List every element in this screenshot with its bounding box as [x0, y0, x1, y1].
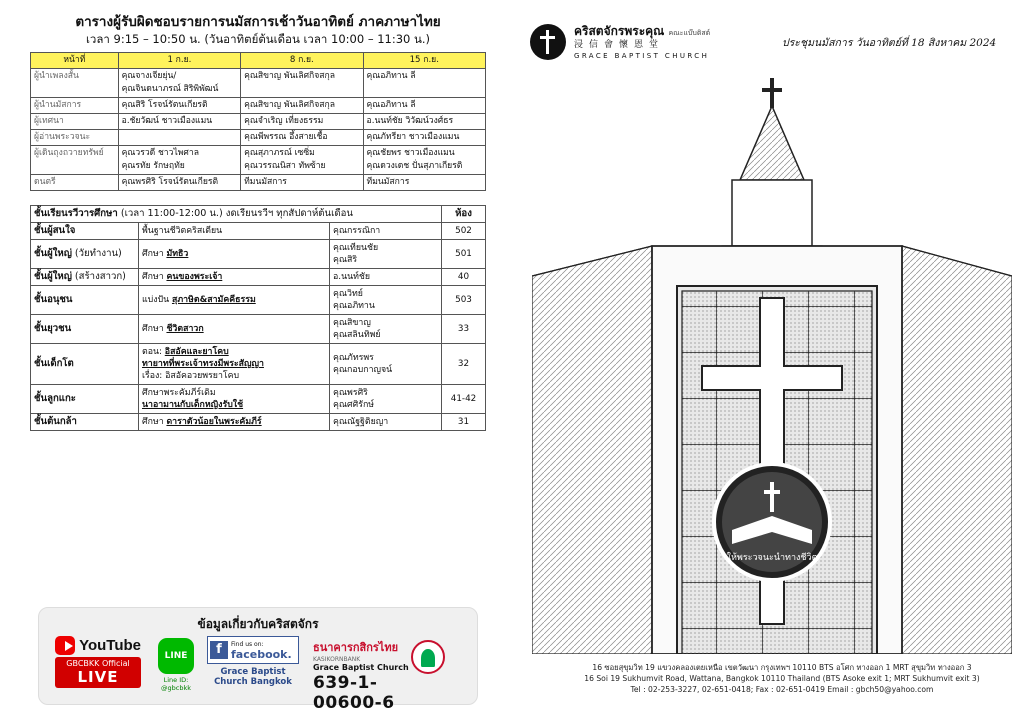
class-topic-bold: อิสอัคและยาโคบ ทายาทที่พระเจ้าทรงมีพระสัญญา	[142, 347, 264, 369]
facebook-block[interactable]	[207, 636, 299, 687]
class-room: 40	[442, 269, 486, 286]
church-address	[542, 662, 1022, 695]
class-name	[31, 269, 139, 286]
bank-account-number: 639-1-00600-6	[313, 673, 395, 713]
class-topic	[139, 344, 330, 385]
class-topic-prefix: ตอน:	[142, 347, 165, 357]
class-name-text: ชั้นเด็กโต	[34, 358, 74, 369]
class-teacher: คุณวิทย์ คุณอภิทาน	[330, 286, 442, 315]
church-info-box	[38, 607, 478, 713]
facebook-card	[207, 636, 299, 664]
duty-cell-date-1: คุณพรศิริ โรจน์รัตนเกียรติ	[118, 175, 240, 191]
class-name-extra: (วัยทำงาน)	[71, 248, 122, 259]
class-teacher: คุณภัทรพร คุณกอบกาญจน์	[330, 344, 442, 385]
kbank-logo-icon	[411, 640, 445, 674]
class-room: 32	[442, 344, 486, 385]
duty-cell-date-3: คุณอภิทาน ลี	[363, 69, 485, 98]
class-teacher: อ.นนท์ชัย	[330, 269, 442, 286]
class-room: 31	[442, 414, 486, 431]
class-topic	[139, 414, 330, 431]
class-room: 501	[442, 240, 486, 269]
class-row	[31, 269, 486, 286]
steeple	[740, 106, 804, 180]
left-page	[30, 14, 486, 431]
youtube-block[interactable]	[55, 636, 141, 688]
class-topic	[139, 240, 330, 269]
schedule-subtitle: เวลา 9:15 – 10:50 น. (วันอาทิตย์ต้นเดือน เวลา 10:00 – 11:30 น.)	[85, 32, 431, 46]
class-header-room: ห้อง	[442, 206, 486, 223]
line-block[interactable]	[156, 638, 196, 692]
class-topic-line2: นาอามานกับเด็กหญิงรับใช้	[142, 400, 244, 410]
class-name	[31, 385, 139, 414]
class-teacher: คุณเทียนชัย คุณสิริ	[330, 240, 442, 269]
youtube-live: LIVE	[77, 668, 119, 686]
duty-cell-date-1: อ.ชัยวัฒน์ ชาวเมืองแมน	[118, 114, 240, 130]
class-topic-prefix: ศึกษา	[142, 417, 167, 427]
class-topic-prefix: ศึกษา	[142, 324, 167, 334]
duty-cell-date-3: คุณภัทรียา ชาวเมืองแมน	[363, 130, 485, 146]
duty-cell-date-1: คุณสิริ โรจน์รัตนเกียรติ	[118, 98, 240, 114]
church-name-th: คริสตจักรพระคุณ	[574, 24, 665, 38]
service-date: ประชุมนมัสการ วันอาทิตย์ที่ 18 สิงหาคม 2024	[782, 37, 997, 49]
facebook-icon: f	[210, 641, 228, 659]
duty-cell-role: ดนตรี	[31, 175, 119, 191]
class-topic	[139, 269, 330, 286]
class-topic-bold: คนของพระเจ้า	[166, 272, 223, 282]
youtube-wordmark: YouTube	[79, 637, 141, 654]
duty-cell-date-2: คุณจำเริญ เที่ยงธรรม	[241, 114, 363, 130]
class-teacher: คุณกรรณิกา	[330, 223, 442, 240]
class-row	[31, 223, 486, 240]
class-topic-prefix: ศึกษา	[142, 272, 167, 282]
duty-cell-date-2: คุณสิขาญ พันเลิศกิจสกุล	[241, 69, 363, 98]
address-th: 16 ซอยสุขุมวิท 19 แขวงคลองเตยเหนือ เขตวัฒนา กรุงเทพฯ 10110 BTS อโศก ทางออก 1 MRT สุขุมวิท ทางออก 3	[592, 663, 972, 672]
duty-table	[30, 52, 486, 191]
church-building-illustration	[532, 76, 1012, 654]
class-topic	[139, 286, 330, 315]
line-icon: LINE	[158, 638, 194, 674]
class-name-extra: (สร้างสาวก)	[71, 271, 126, 282]
class-name	[31, 240, 139, 269]
duty-cell-date-1: คุณวรวดี ชาวไพศาล คุณรทัย รักษฤทัย	[118, 146, 240, 175]
class-name	[31, 223, 139, 240]
church-name-en: GRACE BAPTIST CHURCH	[574, 52, 710, 60]
header-date-2: 8 ก.ย.	[241, 53, 363, 69]
tower	[732, 180, 812, 246]
class-room: 41-42	[442, 385, 486, 414]
class-topic-bold: สุภาษิต&สามัคคีธรรม	[171, 295, 256, 305]
class-header-name: ชั้นเรียนรวีวารศึกษา	[34, 208, 118, 219]
steeple-cross	[762, 78, 782, 108]
duty-row	[31, 175, 486, 191]
class-table-header	[31, 206, 486, 223]
duty-cell-role: ผู้อ่านพระวจนะ	[31, 130, 119, 146]
church-name	[574, 24, 710, 40]
class-name-text: ชั้นผู้ใหญ่	[34, 271, 72, 282]
youtube-channel: GBCBKK Official	[66, 659, 130, 668]
duty-cell-date-3: ทีมนมัสการ	[363, 175, 485, 191]
class-topic-bold: ดาราตัวน้อยในพระคัมภีร์	[166, 417, 262, 427]
class-topic-prefix: แบ่งปัน	[142, 295, 172, 305]
duty-cell-role: ผู้เดินถุงถวายทรัพย์	[31, 146, 119, 175]
class-topic	[139, 315, 330, 344]
class-name-text: ชั้นอนุชน	[34, 294, 73, 305]
right-wall	[902, 246, 1012, 654]
class-table	[30, 205, 486, 431]
duty-table-header	[31, 53, 486, 69]
class-name	[31, 315, 139, 344]
duty-cell-date-3: คุณอภิทาน ลี	[363, 98, 485, 114]
class-row	[31, 315, 486, 344]
class-row	[31, 414, 486, 431]
class-header	[31, 206, 442, 223]
church-name-tag: คณะแบ๊บติสต์	[668, 29, 711, 37]
info-title: ข้อมูลเกี่ยวกับคริสตจักร	[197, 617, 319, 631]
duty-cell-role: ผู้นำเพลงสั้น	[31, 69, 119, 98]
class-topic	[139, 223, 330, 240]
header-date-3: 15 ก.ย.	[363, 53, 485, 69]
duty-cell-date-2: ทีมนมัสการ	[241, 175, 363, 191]
church-name-cn: 浸信會懷恩堂	[574, 40, 665, 50]
class-name-text: ชั้นผู้ใหญ่	[34, 248, 72, 259]
duty-cell-date-2: คุณพีพรรณ อึ้งสายเชื้อ	[241, 130, 363, 146]
church-badge	[714, 464, 830, 580]
class-topic-text: พื้นฐานชีวิตคริสเตียน	[142, 226, 223, 236]
duty-cell-date-3: คุณชัยพร ชาวเมืองแมน คุณดวงเดช ปั่นสุภาเกียรติ	[363, 146, 485, 175]
class-topic-line2: เรื่อง: อิสอัคอวยพรยาโคบ	[142, 371, 240, 381]
facebook-find-us: Find us on:	[231, 641, 264, 648]
duty-row	[31, 146, 486, 175]
duty-row	[31, 130, 486, 146]
address-en: 16 Soi 19 Sukhumvit Road, Wattana, Bangkok 10110 Thailand (BTS Asoke exit 1; MRT Sukhumvit exit 3)	[584, 674, 980, 683]
class-topic-prefix: ศึกษา	[142, 249, 167, 259]
class-name-text: ชั้นลูกแกะ	[34, 393, 76, 404]
line-id: Line ID: @gbcbkk	[161, 676, 191, 692]
class-row	[31, 240, 486, 269]
header-date-1: 1 ก.ย.	[118, 53, 240, 69]
bank-name-en: KASIKORNBANK	[313, 656, 361, 663]
duty-cell-role: ผู้นำนมัสการ	[31, 98, 119, 114]
class-name	[31, 286, 139, 315]
facebook-wordmark: facebook.	[231, 648, 292, 661]
class-topic-bold: ชีวิตสาวก	[166, 324, 204, 334]
class-teacher: คุณณัฐฐิติยญา	[330, 414, 442, 431]
church-badge-text: ให้พระวจนะนำทางชีวิต	[726, 553, 818, 563]
duty-cell-date-2: คุณสุภาภรณ์ เซซิ่ม คุณวรรณนิสา ทัพซ้าย	[241, 146, 363, 175]
youtube-logo	[55, 636, 141, 655]
church-cross-logo-icon	[530, 24, 566, 60]
class-teacher: คุณสิขาญ คุณสลินทิพย์	[330, 315, 442, 344]
right-page	[512, 0, 1024, 725]
left-wall	[532, 246, 652, 654]
class-row	[31, 286, 486, 315]
class-room: 33	[442, 315, 486, 344]
class-name-text: ชั้นต้นกล้า	[34, 416, 77, 427]
class-row	[31, 344, 486, 385]
class-name-text: ชั้นยุวชน	[34, 323, 72, 334]
class-name	[31, 414, 139, 431]
class-room: 503	[442, 286, 486, 315]
youtube-play-icon	[55, 636, 75, 655]
duty-cell-date-1: คุณจางเจียยุ่น/ คุณจินดนาภรณ์ สิริพิพัฒน์	[118, 69, 240, 98]
class-teacher: คุณพรศิริ คุณศศิรักษ์	[330, 385, 442, 414]
contact-info: Tel : 02-253-3227, 02-651-0418; Fax : 02-651-0419 Email : gbch50@yahoo.com	[630, 685, 934, 694]
facebook-page-name: Grace Baptist Church Bangkok	[214, 667, 292, 687]
class-name	[31, 344, 139, 385]
header-role: หน้าที่	[31, 53, 119, 69]
duty-row	[31, 69, 486, 98]
duty-cell-date-1	[118, 130, 240, 146]
class-header-note: (เวลา 11:00-12:00 น.) งดเรียนรวีฯ ทุกสัปดาห์ต้นเดือน	[120, 208, 353, 219]
bank-name-th: ธนาคารกสิกรไทย	[313, 641, 399, 654]
class-topic-bold: มัทธิว	[166, 249, 189, 259]
schedule-title: ตารางผู้รับผิดชอบรายการนมัสการเช้าวันอาทิตย์ ภาคภาษาไทย	[75, 14, 441, 30]
class-room: 502	[442, 223, 486, 240]
class-topic	[139, 385, 330, 414]
duty-cell-role: ผู้เทศนา	[31, 114, 119, 130]
duty-row	[31, 98, 486, 114]
facebook-text	[231, 640, 292, 660]
class-name-text: ชั้นผู้สนใจ	[34, 225, 76, 236]
youtube-live-badge	[55, 657, 141, 688]
duty-cell-date-2: คุณสิขาญ พันเลิศกิจสกุล	[241, 98, 363, 114]
duty-row	[31, 114, 486, 130]
bank-account-name: Grace Baptist Church	[313, 663, 409, 672]
class-topic-text: ศึกษาพระคัมภีร์เดิม	[142, 388, 216, 398]
class-row	[31, 385, 486, 414]
duty-cell-date-3: อ.นนท์ชัย วิวัฒน์วงศ์ธร	[363, 114, 485, 130]
